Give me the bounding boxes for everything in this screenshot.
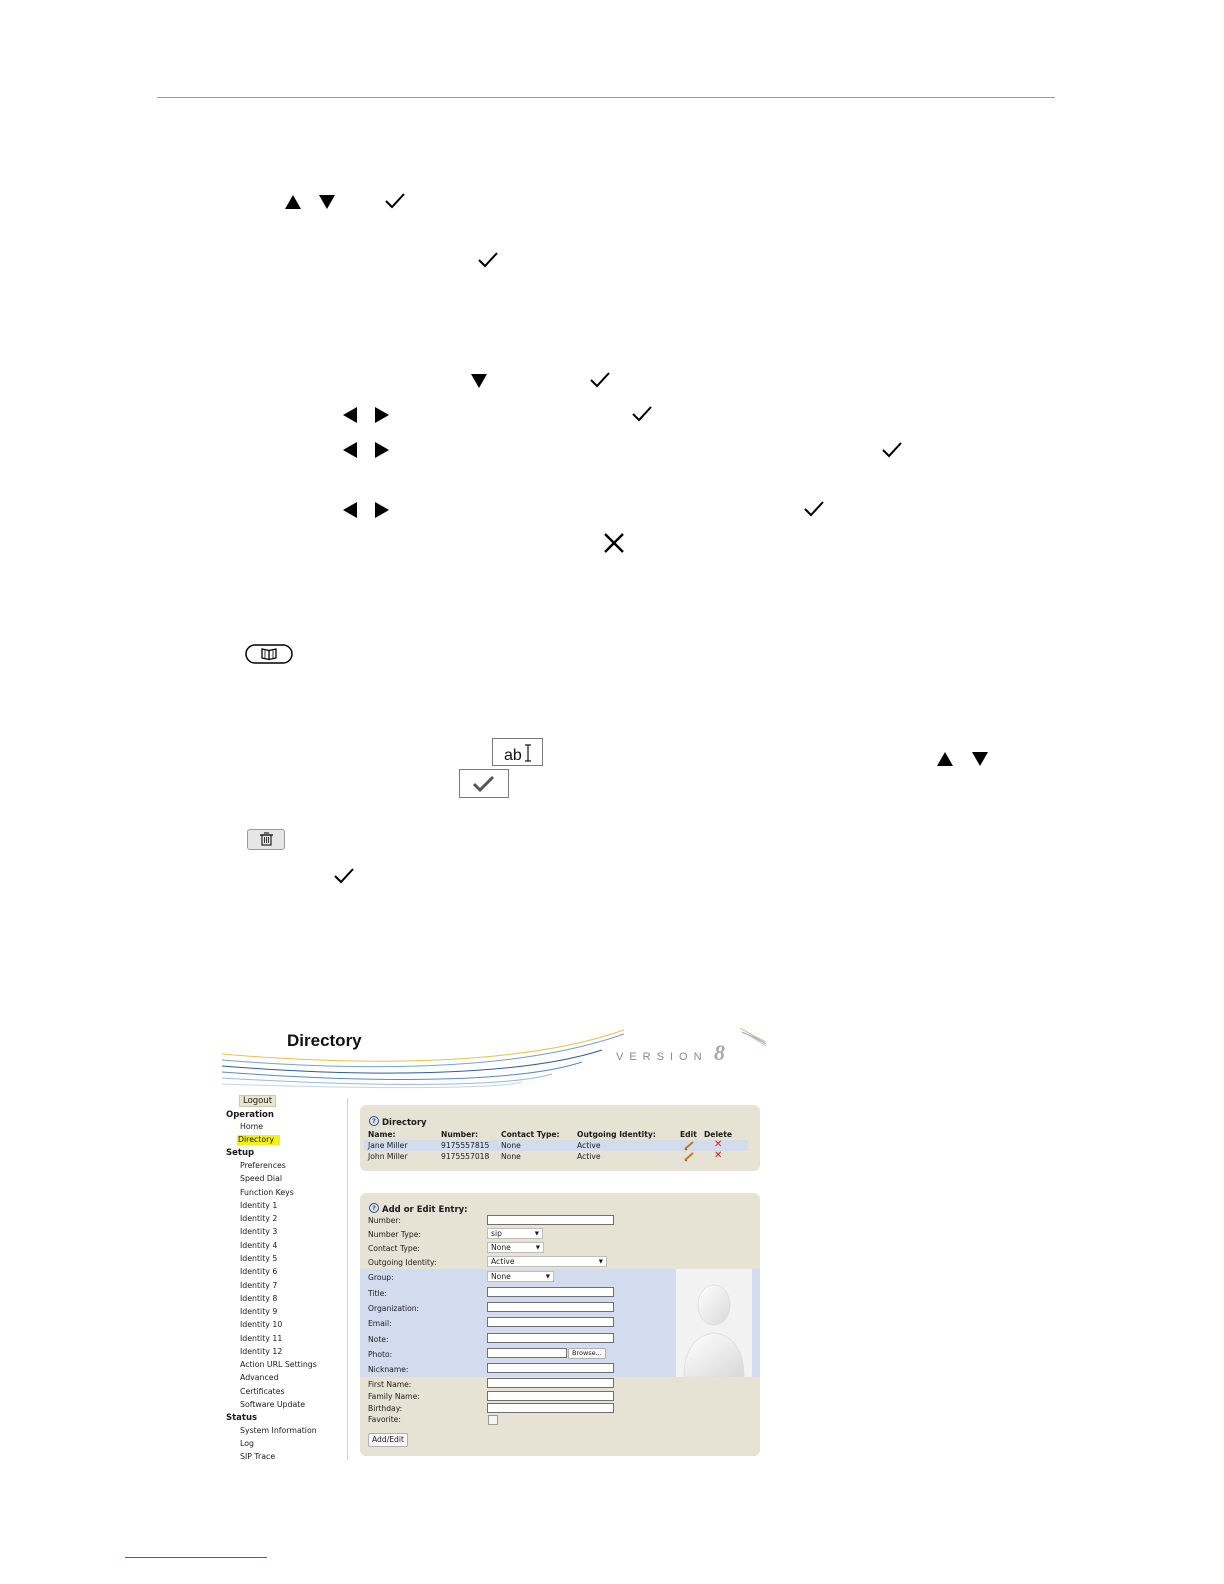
up-triangle-icon <box>937 752 953 766</box>
organization-field[interactable] <box>487 1302 614 1312</box>
number-type-label: Number Type: <box>368 1230 421 1239</box>
sidebar-item-directory[interactable]: Directory <box>237 1135 280 1145</box>
nickname-field[interactable] <box>487 1363 614 1373</box>
nickname-label: Nickname: <box>368 1365 409 1374</box>
nav-heading-operation: Operation <box>226 1110 274 1120</box>
number-type-value: sip <box>491 1229 502 1238</box>
sidebar-item-identity-5[interactable]: Identity 5 <box>240 1254 278 1263</box>
down-triangle-icon <box>319 195 335 209</box>
chevron-down-icon: ▼ <box>534 1231 539 1237</box>
sidebar-item-log[interactable]: Log <box>240 1439 254 1448</box>
number-type-select[interactable] <box>487 1228 543 1239</box>
checkmark-icon <box>882 442 902 458</box>
contact-type-select[interactable] <box>487 1242 544 1253</box>
checkmark-icon <box>632 406 652 422</box>
organization-label: Organization: <box>368 1304 420 1313</box>
col-header-contact-type: Contact Type: <box>501 1130 560 1139</box>
group-label: Group: <box>368 1273 394 1282</box>
col-header-outgoing-identity: Outgoing Identity: <box>577 1130 656 1139</box>
footer-rule <box>125 1557 267 1558</box>
sidebar-item-sip-trace[interactable]: SIP Trace <box>240 1452 276 1461</box>
col-header-name: Name: <box>368 1130 396 1139</box>
sidebar-item-action-url-settings[interactable]: Action URL Settings <box>240 1360 317 1369</box>
note-field[interactable] <box>487 1333 614 1343</box>
entry-panel <box>360 1193 760 1456</box>
add-edit-button[interactable]: Add/Edit <box>368 1433 408 1447</box>
checkmark-icon <box>478 252 498 268</box>
sidebar-item-identity-12[interactable]: Identity 12 <box>240 1347 283 1356</box>
favorite-label: Favorite: <box>368 1415 401 1424</box>
sidebar-item-software-update[interactable]: Software Update <box>240 1400 306 1409</box>
edit-pencil-icon[interactable] <box>683 1151 695 1162</box>
chevron-down-icon: ▼ <box>545 1274 550 1280</box>
directory-panel <box>360 1105 760 1171</box>
browse-button[interactable]: Browse... <box>568 1348 606 1359</box>
checkmark-icon <box>804 501 824 517</box>
header-rule <box>157 97 1055 98</box>
x-icon <box>604 533 624 553</box>
sidebar-item-identity-1[interactable]: Identity 1 <box>240 1201 278 1210</box>
chevron-down-icon: ▼ <box>535 1245 540 1251</box>
sidebar-item-identity-4[interactable]: Identity 4 <box>240 1241 278 1250</box>
checkmark-icon <box>590 372 610 388</box>
row-1-number: 9175557815 <box>441 1141 490 1150</box>
svg-text:ab: ab <box>504 747 522 764</box>
family-name-field[interactable] <box>487 1391 614 1401</box>
checkmark-icon <box>385 193 405 209</box>
row-2-outgoing-identity: Active <box>577 1152 601 1161</box>
delete-x-icon[interactable]: ✕ <box>714 1150 723 1161</box>
entry-panel-title: Add or Edit Entry: <box>382 1205 468 1215</box>
family-name-label: Family Name: <box>368 1392 420 1401</box>
left-triangle-icon <box>343 502 357 518</box>
help-icon[interactable]: ? <box>369 1203 379 1213</box>
contact-photo-placeholder <box>676 1269 752 1377</box>
outgoing-identity-select[interactable] <box>487 1256 607 1267</box>
contact-type-label: Contact Type: <box>368 1244 420 1253</box>
sidebar-item-identity-2[interactable]: Identity 2 <box>240 1214 278 1223</box>
edit-pencil-icon[interactable] <box>683 1140 695 1151</box>
directory-panel-title: Directory <box>382 1118 427 1128</box>
sidebar-item-identity-9[interactable]: Identity 9 <box>240 1307 278 1316</box>
down-triangle-icon <box>471 374 487 388</box>
directory-web-screenshot <box>222 1028 766 1468</box>
nav-heading-status: Status <box>226 1413 258 1423</box>
logout-button[interactable]: Logout <box>239 1095 276 1107</box>
book-key-icon <box>245 644 293 664</box>
sidebar-item-home[interactable]: Home <box>240 1122 264 1131</box>
col-header-delete: Delete <box>704 1130 732 1139</box>
left-triangle-icon <box>343 407 357 423</box>
help-icon[interactable]: ? <box>369 1116 379 1126</box>
right-triangle-icon <box>375 407 389 423</box>
version-label: VERSION <box>616 1051 708 1063</box>
note-label: Note: <box>368 1335 389 1344</box>
sidebar-item-identity-10[interactable]: Identity 10 <box>240 1320 283 1329</box>
sidebar-item-certificates[interactable]: Certificates <box>240 1387 285 1396</box>
up-triangle-icon <box>285 195 301 209</box>
sidebar-item-identity-3[interactable]: Identity 3 <box>240 1227 278 1236</box>
checkmark-button-icon <box>459 769 509 798</box>
sidebar-item-function-keys[interactable]: Function Keys <box>240 1188 294 1197</box>
row-2-contact-type: None <box>501 1152 521 1161</box>
col-header-edit: Edit <box>680 1130 697 1139</box>
photo-label: Photo: <box>368 1350 393 1359</box>
favorite-checkbox[interactable] <box>488 1415 498 1425</box>
title-field[interactable] <box>487 1287 614 1297</box>
sidebar-item-identity-7[interactable]: Identity 7 <box>240 1281 278 1290</box>
page-title: Directory <box>287 1031 362 1050</box>
number-label: Number: <box>368 1216 401 1225</box>
sidebar-item-system-information[interactable]: System Information <box>240 1426 317 1435</box>
outgoing-identity-label: Outgoing Identity: <box>368 1258 437 1267</box>
email-field[interactable] <box>487 1317 614 1327</box>
left-triangle-icon <box>343 442 357 458</box>
sidebar-item-speed-dial[interactable]: Speed Dial <box>240 1174 283 1183</box>
first-name-label: First Name: <box>368 1380 412 1389</box>
birthday-label: Birthday: <box>368 1404 403 1413</box>
number-field[interactable] <box>487 1215 614 1225</box>
contact-type-value: None <box>491 1243 511 1252</box>
chevron-down-icon: ▼ <box>598 1259 603 1265</box>
row-1-contact-type: None <box>501 1141 521 1150</box>
row-2-name: John Miller <box>368 1152 408 1161</box>
row-1-name: Jane Miller <box>368 1141 408 1150</box>
sidebar-item-identity-11[interactable]: Identity 11 <box>240 1334 283 1343</box>
outgoing-identity-value: Active <box>491 1257 515 1266</box>
group-value: None <box>491 1272 511 1281</box>
photo-path-field[interactable] <box>487 1348 567 1358</box>
sidebar-item-identity-6[interactable]: Identity 6 <box>240 1267 278 1276</box>
col-header-number: Number: <box>441 1130 479 1139</box>
ab-text-cursor-icon <box>492 738 543 766</box>
delete-x-icon[interactable]: ✕ <box>714 1139 723 1150</box>
nav-divider <box>347 1098 348 1460</box>
nav-heading-setup: Setup <box>226 1148 255 1158</box>
sidebar-item-preferences[interactable]: Preferences <box>240 1161 286 1170</box>
sidebar-item-identity-8[interactable]: Identity 8 <box>240 1294 278 1303</box>
down-triangle-icon <box>972 752 988 766</box>
sidebar-item-advanced[interactable]: Advanced <box>240 1373 279 1382</box>
right-triangle-icon <box>375 442 389 458</box>
right-triangle-icon <box>375 502 389 518</box>
title-label: Title: <box>368 1289 387 1298</box>
row-1-outgoing-identity: Active <box>577 1141 601 1150</box>
first-name-field[interactable] <box>487 1378 614 1388</box>
checkmark-icon <box>334 868 354 884</box>
birthday-field[interactable] <box>487 1403 614 1413</box>
version-number: 8 <box>714 1040 725 1065</box>
row-2-number: 9175557018 <box>441 1152 490 1161</box>
group-select[interactable] <box>487 1271 554 1282</box>
trash-icon <box>247 829 285 850</box>
email-label: Email: <box>368 1319 392 1328</box>
